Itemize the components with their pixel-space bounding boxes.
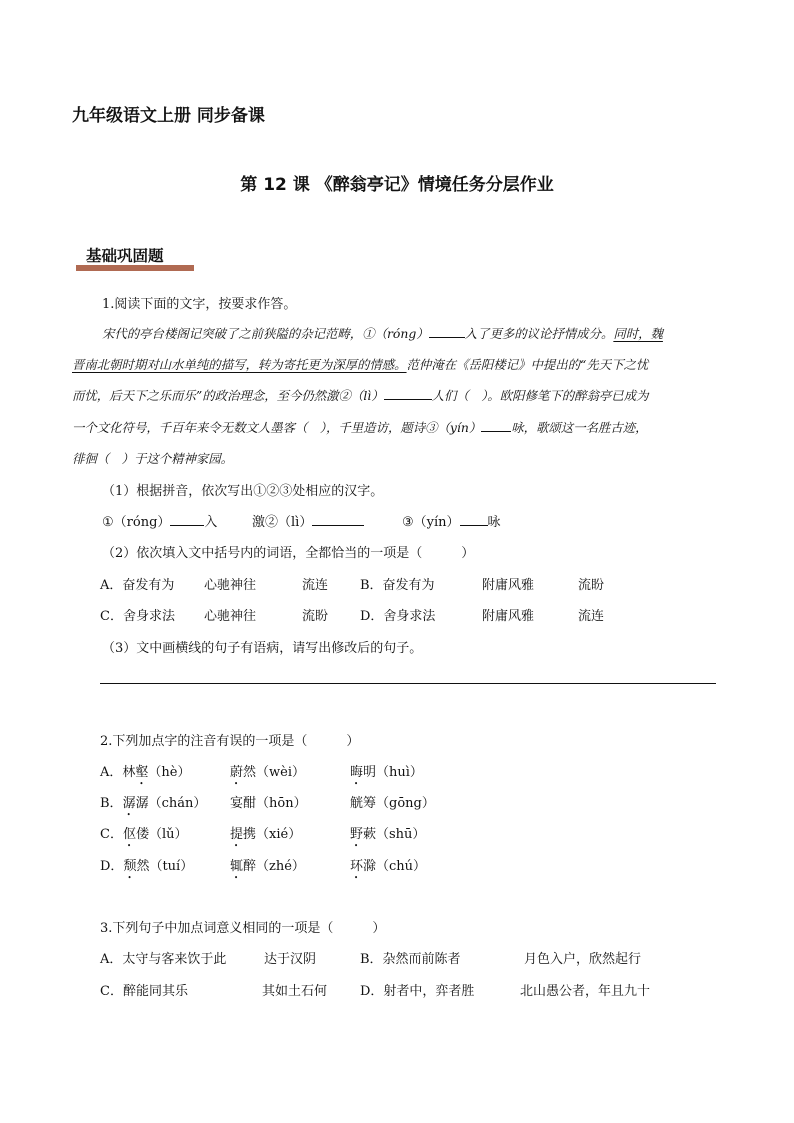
blank-2[interactable] [384,387,432,400]
section-heading: 基础巩固题 [86,247,164,265]
q1-passage-line-5: 徘徊（ ）于这个精神家园。 [72,451,234,466]
q2-option-c-3: 野蔌（shū） [350,827,426,842]
q3-option-d-2: 北山愚公者，年且九十 [520,984,651,999]
q3-option-a-2: 达于汉阴 [264,952,317,967]
q1-sub1-item-2: 激②（lì） [252,511,364,530]
option-b-1: B．奋发有为 [360,578,435,593]
q3-option-c-2: 其如土石何 [262,984,328,999]
q1-passage-line-2: 晋南北朝时期对山水单纯的描写，转为寄托更为深厚的情感。范仲淹在《岳阳楼记》中提出的“先天下之忧 [72,357,649,372]
q3-option-d-1: D．射者中，弈者胜 [360,984,475,999]
lesson-title: 第 12 课 《醉翁亭记》情境任务分层作业 [240,175,554,195]
option-d-1: D．舍身求法 [360,609,436,624]
q1-sub1: （1）根据拼音，依次写出①②③处相应的汉字。 [102,484,384,499]
option-d-3: 流连 [578,609,605,624]
q2-option-c-2: 提携（xié） [230,827,302,842]
q1-sub3: （3）文中画横线的句子有语病，请写出修改后的句子。 [102,641,423,656]
q1-passage-line-4: 一个文化符号，千百年来令无数文人墨客（ ），千里造访，题诗③（yín） 咏，歌颂这一名胜古迹， [72,420,648,435]
q2-option-c-1: C．伛偻（lǔ） [100,827,188,842]
option-a-2: 心驰神往 [204,578,257,593]
option-c-2: 心驰神往 [204,609,257,624]
option-c-3: 流盼 [302,609,329,624]
q2-option-a-2: 蔚然（wèi） [230,765,305,780]
q1-passage-line-3: 而忧，后天下之乐而乐”的政治理念，至今仍然激②（lì） 人们（ ）。欧阳修笔下的醉翁亭已成为 [72,388,649,403]
q3-option-a-1: A．太守与客来饮于此 [100,952,227,967]
answer-blank-3[interactable] [460,513,488,526]
q3-option-b-1: B．杂然而前陈者 [360,952,461,967]
q2-option-d-2: 辄醉（zhé） [230,859,305,874]
q1-sub1-item-1: ①（róng） 入 [102,515,218,530]
answer-blank-1[interactable] [170,513,204,526]
blank-3[interactable] [481,419,511,432]
option-b-3: 流盼 [578,578,605,593]
option-a-3: 流连 [302,578,329,593]
q1-prompt: 1.阅读下面的文字，按要求作答。 [102,297,297,312]
q3-option-b-2: 月色入户，欣然起行 [524,952,642,967]
q2-option-a-1: A．林壑（hè） [100,765,191,780]
blank-1[interactable] [429,325,465,338]
option-d-2: 附庸风雅 [482,609,535,624]
q2-option-d-1: D．颓然（tuí） [100,859,194,874]
course-header: 九年级语文上册 同步备课 [72,106,265,126]
q2-prompt: 2.下列加点字的注音有误的一项是（ ） [100,734,360,749]
section-underline [76,265,194,271]
q3-prompt: 3.下列句子中加点词意义相同的一项是（ ） [100,921,386,936]
option-c-1: C．舍身求法 [100,609,175,624]
q2-option-a-3: 晦明（huì） [350,765,423,780]
q1-sub1-item-3: ③（yín） 咏 [402,515,501,530]
q3-option-c-1: C．醉能同其乐 [100,984,188,999]
q2-option-b-1: B．潺潺（chán） [100,796,207,811]
q1-passage-line-1: 宋代的亭台楼阁记突破了之前狭隘的杂记范畴，①（róng） 入了更多的议论抒情成分。同时，魏 [102,326,663,341]
q1-sub2: （2）依次填入文中括号内的词语，全都恰当的一项是（ ） [102,546,475,561]
option-a-1: A．奋发有为 [100,578,175,593]
answer-blank-2[interactable] [312,513,364,526]
option-b-2: 附庸风雅 [482,578,535,593]
q2-option-b-3: 觥筹（gōng） [350,796,435,811]
q2-option-d-3: 环滁（chú） [350,859,427,874]
q2-option-b-2: 宴酣（hōn） [230,796,307,811]
answer-line[interactable] [100,683,716,684]
